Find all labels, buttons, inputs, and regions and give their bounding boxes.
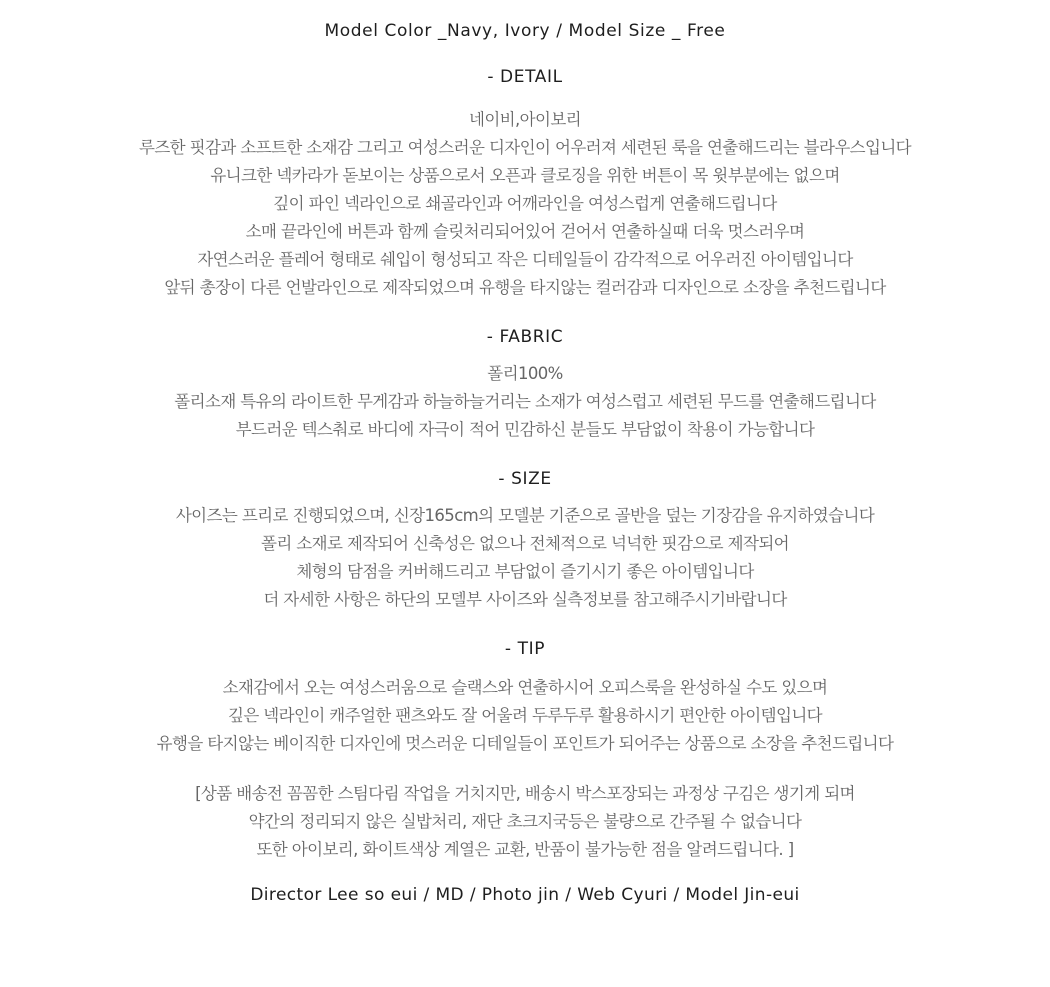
detail-section-title: - DETAIL (487, 67, 563, 87)
tip-line: 소재감에서 오는 여성스러움으로 슬랙스와 연출하시어 오피스룩을 완성하실 수도 있으며 (222, 678, 828, 697)
size-line: 사이즈는 프리로 진행되었으며, 신장165cm의 모델분 기준으로 골반을 덮는 기장감을 유지하였습니다 (175, 506, 875, 525)
size-section-title: - SIZE (498, 469, 552, 489)
size-line: 체형의 담점을 커버해드리고 부담없이 즐기시기 좋은 아이템입니다 (296, 562, 754, 581)
credits: Director Lee so eui / MD / Photo jin / Web Cyuri / Model Jin-eui (250, 885, 800, 905)
fabric-section-title: - FABRIC (486, 327, 564, 347)
fabric-line: 폴리소재 특유의 라이트한 무게감과 하늘하늘거리는 소재가 여성스럽고 세련된 무드를 연출해드립니다 (174, 392, 876, 411)
tip-section-title: - TIP (504, 639, 546, 659)
detail-line: 소매 끝라인에 버튼과 함께 슬릿처리되어있어 걷어서 연출하실때 더욱 멋스러우며 (245, 222, 805, 241)
notice-line: [상품 배송전 꼼꼼한 스팀다림 작업을 거치지만, 배송시 박스포장되는 과정상 구김은 생기게 되며 (195, 784, 855, 803)
fabric-section-body (0, 360, 1050, 444)
fabric-line: 폴리100% (487, 364, 563, 383)
tip-line: 깊은 넥라인이 캐주얼한 팬츠와도 잘 어울려 두루두루 활용하시기 편안한 아이템입니다 (227, 706, 822, 725)
size-section-body (0, 502, 1050, 614)
detail-section-body (0, 106, 1050, 302)
size-line: 폴리 소재로 제작되어 신축성은 없으나 전체적으로 넉넉한 핏감으로 제작되어 (260, 534, 789, 553)
detail-line: 유니크한 넥카라가 돋보이는 상품으로서 오픈과 클로징을 위한 버튼이 목 윗부분에는 없으며 (210, 166, 840, 185)
tip-section-body (0, 674, 1050, 758)
notice-line: 또한 아이보리, 화이트색상 계열은 교환, 반품이 불가능한 점을 알려드립니다. ] (256, 840, 794, 859)
fabric-line: 부드러운 텍스춰로 바디에 자극이 적어 민감하신 분들도 부담없이 착용이 가능합니다 (235, 420, 815, 439)
detail-line: 루즈한 핏감과 소프트한 소재감 그리고 여성스러운 디자인이 어우러져 세련된 룩을 연출해드리는 블라우스입니다 (138, 138, 912, 157)
model-info: Model Color _Navy, Ivory / Model Size _ Free (324, 21, 726, 41)
shipping-notice (0, 780, 1050, 864)
detail-line: 앞뒤 총장이 다른 언발라인으로 제작되었으며 유행을 타지않는 컬러감과 디자인으로 소장을 추천드립니다 (164, 278, 886, 297)
size-line: 더 자세한 사항은 하단의 모델부 사이즈와 실측정보를 참고해주시기바랍니다 (263, 590, 787, 609)
detail-line: 깊이 파인 넥라인으로 쇄골라인과 어깨라인을 여성스럽게 연출해드립니다 (273, 194, 777, 213)
detail-line: 자연스러운 플레어 형태로 쉐입이 형성되고 작은 디테일들이 감각적으로 어우러진 아이템입니다 (197, 250, 853, 269)
notice-line: 약간의 정리되지 않은 실밥처리, 재단 초크지국등은 불량으로 간주될 수 없습니다 (248, 812, 802, 831)
tip-line: 유행을 타지않는 베이직한 디자인에 멋스러운 디테일들이 포인트가 되어주는 상품으로 소장을 추천드립니다 (156, 734, 894, 753)
detail-line: 네이비,아이보리 (468, 110, 582, 129)
